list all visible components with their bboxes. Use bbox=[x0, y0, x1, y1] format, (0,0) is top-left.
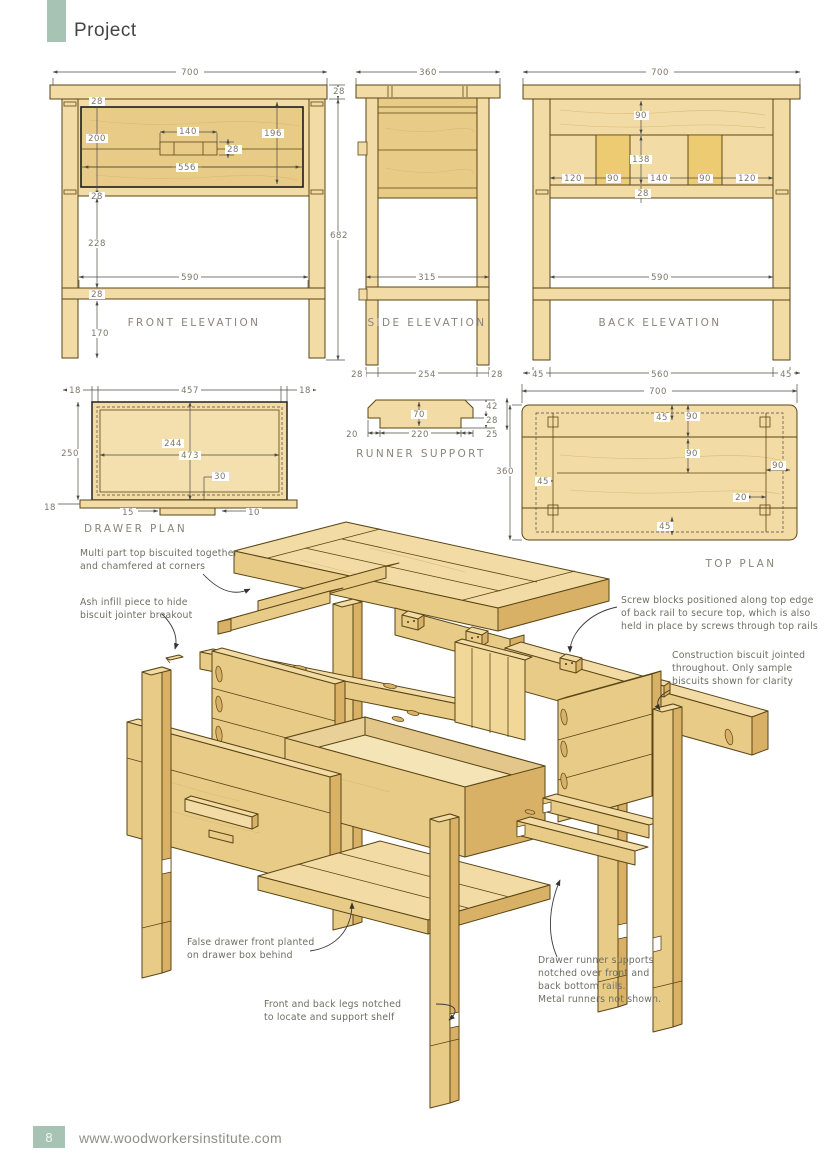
dim-label: 140 bbox=[179, 127, 197, 137]
drawing-title: SIDE ELEVATION bbox=[367, 317, 487, 329]
annotation-line: Screw blocks positioned along top edge bbox=[621, 595, 814, 606]
annotation-line: biscuit jointer breakout bbox=[80, 610, 193, 621]
dim-label: 682 bbox=[330, 231, 348, 241]
dim-label: 20 bbox=[346, 430, 358, 440]
dim-label: 28 bbox=[91, 192, 103, 202]
dim-label: 250 bbox=[61, 449, 79, 459]
dim-label: 45 bbox=[659, 522, 671, 532]
dim-label: 25 bbox=[486, 430, 498, 440]
dim-label: 700 bbox=[649, 387, 667, 397]
annotation-line: notched over front and bbox=[538, 968, 650, 979]
dim-label: 70 bbox=[413, 410, 425, 420]
drawing-title: DRAWER PLAN bbox=[84, 523, 188, 535]
dim-label: 28 bbox=[91, 290, 103, 300]
side-elevation-drawing bbox=[349, 67, 506, 380]
dim-label: 28 bbox=[333, 87, 345, 97]
dim-label: 45 bbox=[537, 477, 549, 487]
annotation-line: Ash infill piece to hide bbox=[80, 597, 188, 608]
annotation-line: Drawer runner supports bbox=[538, 955, 654, 966]
dim-label: 140 bbox=[650, 174, 668, 184]
dim-label: 28 bbox=[491, 370, 503, 380]
dim-label: 170 bbox=[91, 329, 109, 339]
dim-label: 315 bbox=[418, 273, 436, 283]
annotation-line: Multi part top biscuited together bbox=[80, 548, 238, 559]
dim-label: 18 bbox=[299, 386, 311, 396]
annotation-line: of back rail to secure top, which is also bbox=[621, 608, 811, 619]
annotation-line: Construction biscuit jointed bbox=[672, 650, 806, 661]
dim-label: 138 bbox=[632, 155, 650, 165]
drawer-plan-drawing bbox=[42, 386, 316, 535]
dim-label: 45 bbox=[532, 370, 544, 380]
dim-label: 244 bbox=[164, 439, 182, 449]
dim-label: 20 bbox=[735, 493, 747, 503]
dim-label: 90 bbox=[686, 449, 698, 459]
dim-label: 556 bbox=[178, 163, 196, 173]
dim-label: 30 bbox=[214, 472, 226, 482]
dim-label: 196 bbox=[264, 129, 282, 139]
drawing-title: BACK ELEVATION bbox=[598, 317, 722, 329]
dim-label: 360 bbox=[419, 68, 437, 78]
dim-label: 18 bbox=[44, 503, 56, 513]
dim-label: 220 bbox=[411, 430, 429, 440]
runner-support-drawing bbox=[344, 398, 507, 460]
annotation-line: and chamfered at corners bbox=[80, 561, 206, 572]
dim-label: 42 bbox=[486, 402, 498, 412]
annotation-line: Front and back legs notched bbox=[264, 999, 402, 1010]
dim-label: 590 bbox=[651, 273, 669, 283]
dim-label: 90 bbox=[686, 412, 698, 422]
annotation-line: on drawer box behind bbox=[187, 950, 293, 961]
header-accent-block bbox=[47, 0, 66, 42]
dim-label: 228 bbox=[88, 239, 106, 249]
dim-label: 200 bbox=[88, 134, 106, 144]
annotation-line: held in place by screws through top rails bbox=[621, 621, 818, 632]
dim-label: 90 bbox=[699, 174, 711, 184]
dim-label: 28 bbox=[227, 145, 239, 155]
top-plan-drawing bbox=[494, 384, 797, 570]
ash-infill-piece bbox=[166, 655, 183, 660]
dim-label: 120 bbox=[738, 174, 756, 184]
dim-label: 560 bbox=[651, 370, 669, 380]
dim-label: 590 bbox=[181, 273, 199, 283]
drawing-title: FRONT ELEVATION bbox=[127, 317, 261, 329]
screw-block bbox=[560, 654, 582, 673]
annotation-line: False drawer front planted bbox=[187, 937, 315, 948]
dim-label: 360 bbox=[496, 467, 514, 477]
drawing-title: TOP PLAN bbox=[705, 558, 777, 570]
screw-block bbox=[402, 611, 424, 630]
dim-label: 18 bbox=[69, 386, 81, 396]
annotation-line: Metal runners not shown. bbox=[538, 994, 662, 1005]
dim-label: 457 bbox=[181, 386, 199, 396]
dim-label: 90 bbox=[772, 461, 784, 471]
footer-website: www.woodworkersinstitute.com bbox=[79, 1130, 282, 1146]
front-elevation-drawing bbox=[50, 67, 327, 358]
back-elevation-drawing bbox=[523, 67, 800, 380]
dim-label: 15 bbox=[122, 508, 134, 518]
drawing-title: RUNNER SUPPORT bbox=[356, 448, 486, 460]
overall-height-dims bbox=[326, 85, 350, 360]
dim-label: 90 bbox=[607, 174, 619, 184]
page-number-badge: 8 bbox=[33, 1126, 65, 1148]
page-title: Project bbox=[74, 20, 137, 41]
dim-label: 473 bbox=[181, 451, 199, 461]
annotation-line: biscuits shown for clarity bbox=[672, 676, 794, 687]
dim-label: 120 bbox=[564, 174, 582, 184]
annotation-line: back bottom rails. bbox=[538, 981, 626, 992]
dim-label: 10 bbox=[248, 508, 260, 518]
dim-label: 700 bbox=[181, 68, 199, 78]
dim-label: 28 bbox=[486, 416, 498, 426]
annotation-line: to locate and support shelf bbox=[264, 1012, 395, 1023]
dim-label: 700 bbox=[651, 68, 669, 78]
annotation-line: throughout. Only sample bbox=[672, 663, 793, 674]
dim-label: 45 bbox=[780, 370, 792, 380]
dim-label: 254 bbox=[418, 370, 436, 380]
dim-label: 28 bbox=[91, 97, 103, 107]
dim-label: 28 bbox=[637, 189, 649, 199]
dim-label: 28 bbox=[351, 370, 363, 380]
dim-label: 90 bbox=[635, 111, 647, 121]
dim-label: 45 bbox=[656, 413, 668, 423]
